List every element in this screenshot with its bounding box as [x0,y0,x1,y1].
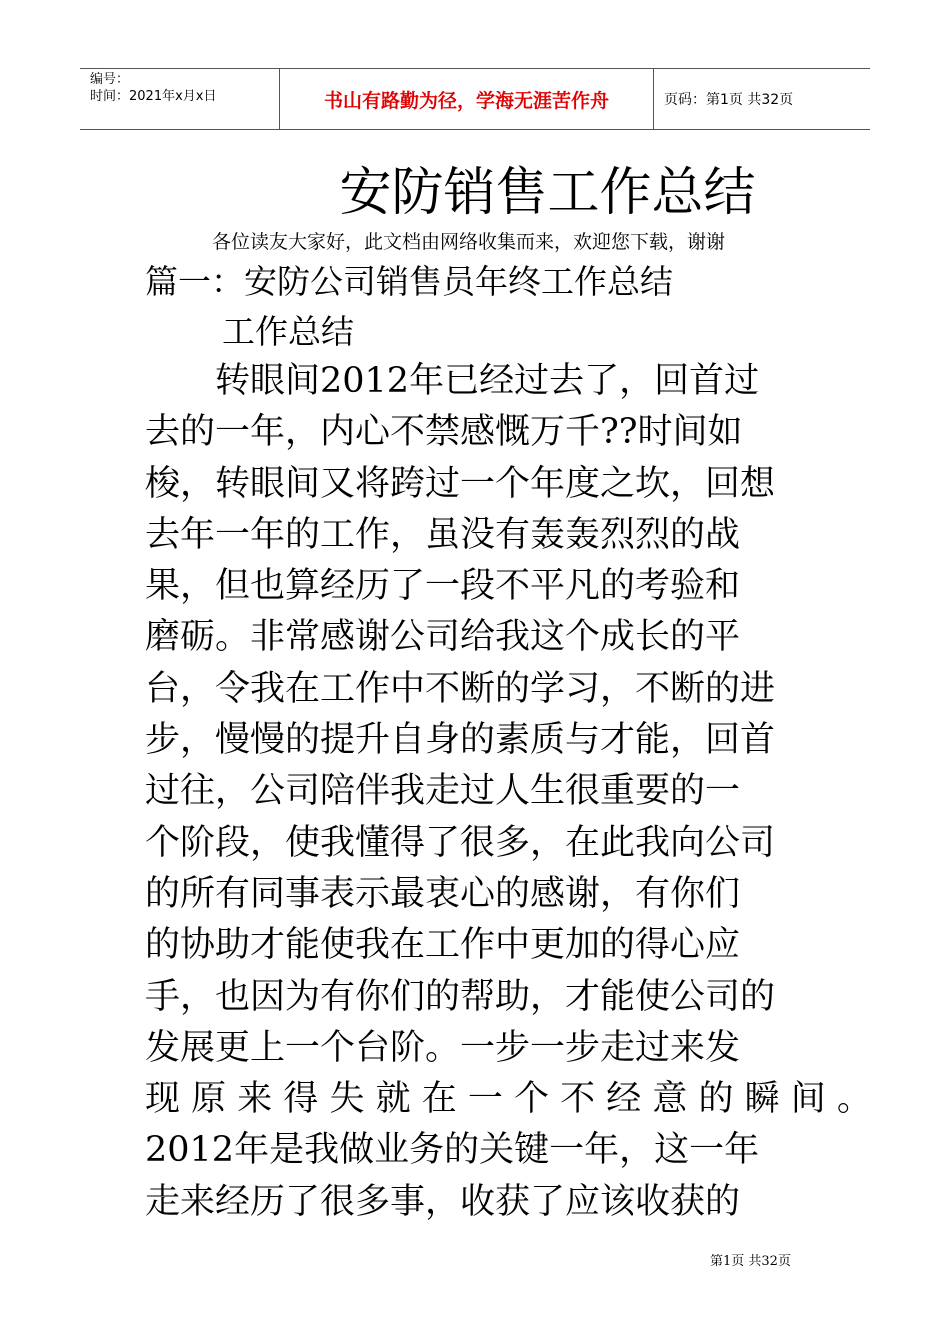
welcome-note: 各位读友大家好，此文档由网络收集而来，欢迎您下载，谢谢 [212,231,726,253]
body-line: 2012年是我做业务的关键一年，这一年 [145,1130,760,1171]
body-line: 现 原 来 得 失 就 在 一 个 不 经 意 的 瞬 间 。 [145,1079,872,1120]
chapter-heading: 篇一：安防公司销售员年终工作总结 [145,262,673,301]
page-footer: 第1页 共32页 [710,1254,791,1269]
page-title: 安防销售工作总结 [339,163,756,223]
body-line: 个阶段，使我懂得了很多，在此我向公司 [145,822,776,863]
doc-number-label: 编号： [90,72,130,87]
body-line: 去年一年的工作，虽没有轰轰烈烈的战 [145,514,741,555]
section-subheading: 工作总结 [222,312,354,351]
body-line: 的协助才能使我在工作中更加的得心应 [145,925,741,966]
body-line: 果，但也算经历了一段不平凡的考验和 [145,566,741,607]
body-line: 过往，公司陪伴我走过人生很重要的一 [145,771,741,812]
body-line: 台，令我在工作中不断的学习，不断的进 [145,668,776,709]
header-page-info: 页码：第1页 共32页 [664,92,794,108]
body-paragraph [145,356,872,1228]
body-line: 步，慢慢的提升自身的素质与才能，回首 [145,720,776,761]
body-line: 的所有同事表示最衷心的感谢，有你们 [145,873,741,914]
body-line: 磨砺。非常感谢公司给我这个成长的平 [145,617,741,658]
header-meta [80,69,280,129]
document-header [80,68,870,130]
body-line: 梭，转眼间又将跨过一个年度之坎，回想 [145,463,776,504]
body-line: 走来经历了很多事，收获了应该收获的 [145,1181,741,1222]
body-line: 发展更上一个台阶。一步一步走过来发 [145,1027,741,1068]
body-line: 转眼间2012年已经过去了，回首过 [145,361,760,401]
body-line: 手，也因为有你们的帮助，才能使公司的 [145,976,776,1017]
header-motto: 书山有路勤为径，学海无涯苦作舟 [280,69,654,129]
body-line: 去的一年，内心不禁感慨万千??时间如 [145,412,743,453]
doc-time-label: 时间：2021年x月x日 [90,89,217,104]
